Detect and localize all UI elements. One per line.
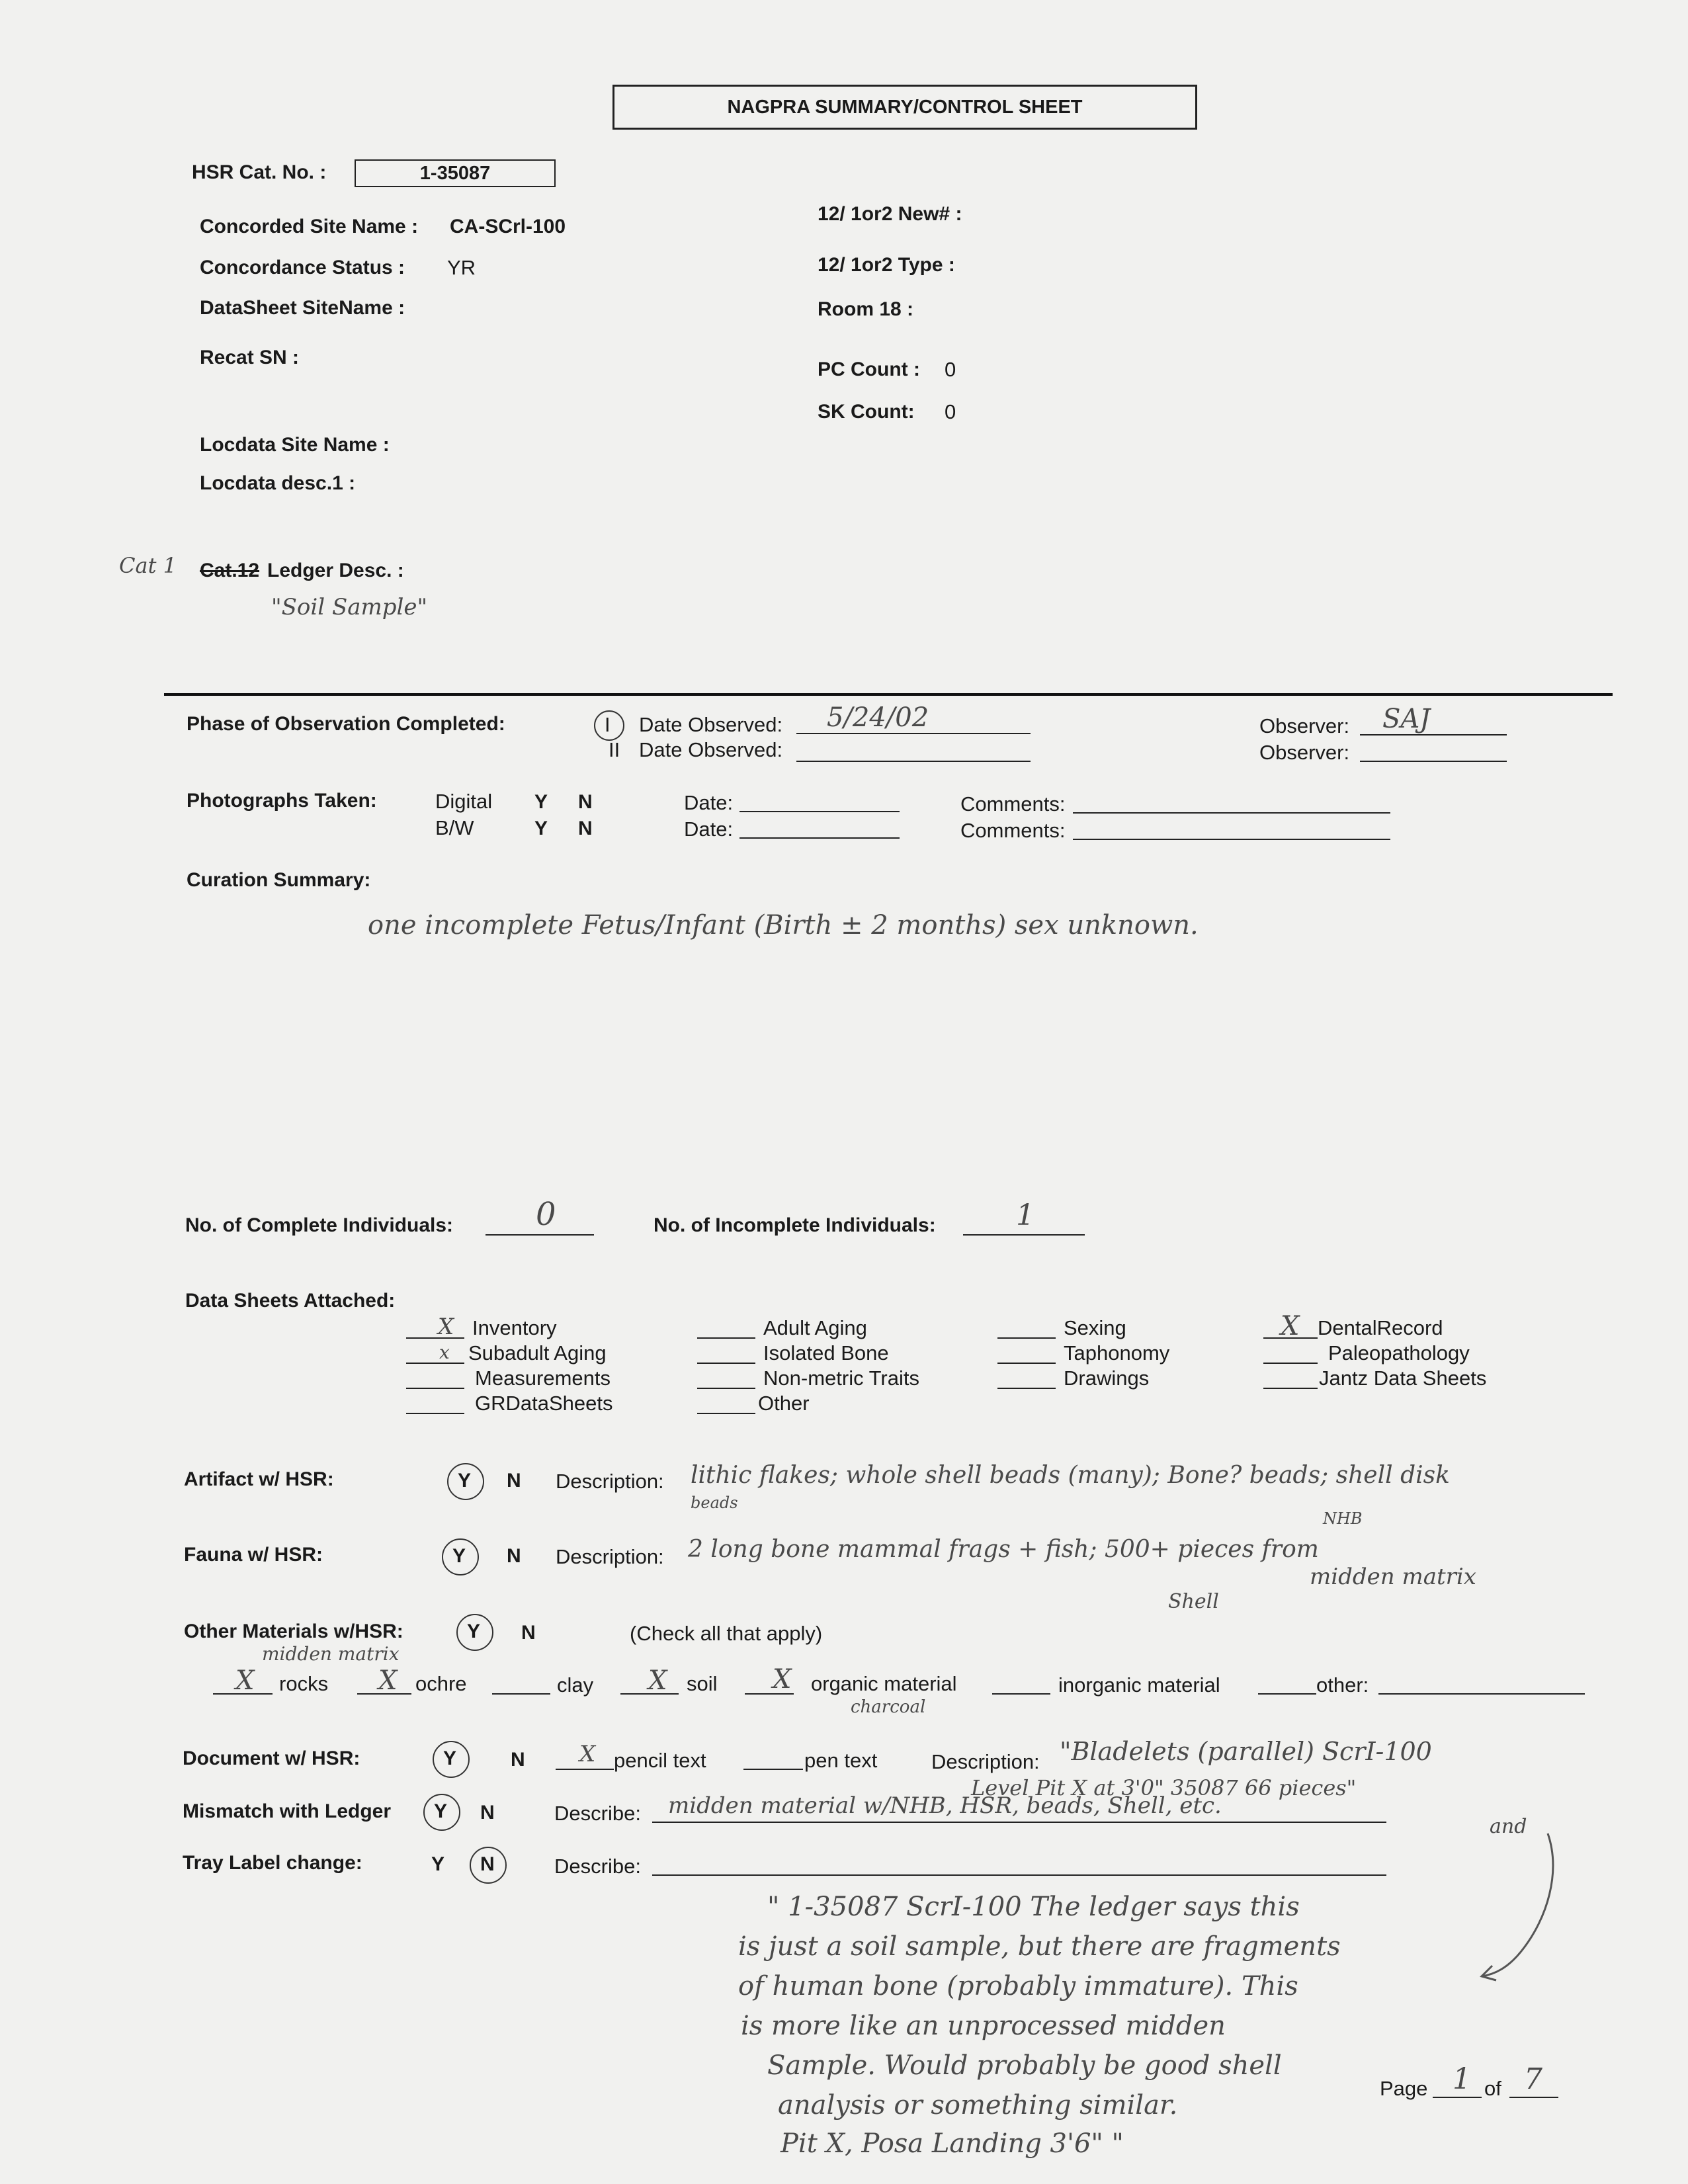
ds-adult-aging: Adult Aging [763,1316,867,1339]
note-line-7: Pit X, Posa Landing 3'6" " [781,2128,1124,2159]
ds-paleopathology: Paleopathology [1328,1341,1470,1365]
ds-mark-inventory: X [438,1314,454,1340]
ledger-hw-value: "Soil Sample" [271,594,428,620]
concorded-site-value: CA-SCrl-100 [450,216,566,237]
mismatch-n: N [480,1802,495,1824]
pc-count-value: 0 [945,358,956,381]
note-line-4: is more like an unprocessed midden [741,2011,1226,2041]
document-n: N [511,1749,525,1771]
pc-count-label: PC Count : [818,358,920,380]
curation-hw: one incomplete Fetus/Infant (Birth ± 2 months) sex unknown. [368,910,1199,941]
concordance-status-value: YR [447,256,476,279]
artifact-y: Y [458,1470,472,1491]
room-label: Room 18 : [818,298,914,320]
page-of-label: of [1484,2077,1501,2100]
incomplete-individuals-hw: 1 [1016,1198,1034,1232]
phase-label: Phase of Observation Completed: [187,713,505,735]
doc-pencil-mark: X [579,1741,596,1767]
fauna-hw-line2: midden matrix [1310,1564,1476,1590]
phase-ii: II [609,738,620,761]
note-line-2: is just a soil sample, but there are fragments [738,1931,1341,1962]
ledger-struck-label: Cat.12 [200,560,260,581]
photo-digital-n: N [578,791,593,813]
om-hw-below: charcoal [851,1697,926,1717]
om-inorganic-material: inorganic material [1058,1673,1220,1697]
ds-sexing: Sexing [1064,1316,1126,1339]
sk-count-label: SK Count: [818,401,915,423]
om-rocks: rocks [279,1672,329,1695]
artifact-label: Artifact w/ HSR: [184,1468,334,1490]
type-label: 12/ 1or2 Type : [818,254,955,276]
other-n: N [521,1622,536,1644]
mismatch-hw-and: and [1490,1815,1527,1838]
doc-desc-label: Description: [931,1750,1040,1773]
hsr-cat-value: 1-35087 [355,159,556,187]
fauna-y: Y [452,1545,466,1567]
ds-other: Other [758,1392,810,1415]
ds-measurements: Measurements [475,1366,611,1390]
artifact-hw: lithic flakes; whole shell beads (many); Bone? beads; shell disk [691,1462,1450,1489]
photo-digital: Digital [435,790,493,813]
note-line-1: " 1-35087 ScrI-100 The ledger says this [767,1892,1300,1922]
curation-label: Curation Summary: [187,869,371,891]
observer-label-1: Observer: [1259,714,1350,737]
ds-mark-dental: X [1281,1311,1300,1341]
photo-bw-y: Y [534,818,548,839]
ds-inventory: Inventory [472,1316,557,1339]
locdata-desc-label: Locdata desc.1 : [200,472,356,494]
ds-subadult-aging: Subadult Aging [468,1341,607,1365]
photo-bw-n: N [578,818,593,839]
document-y: Y [443,1747,457,1769]
ledger-desc-label: Ledger Desc. : [267,560,404,581]
tray-label: Tray Label change: [183,1852,362,1874]
fauna-hw: 2 long bone mammal frags + fish; 500+ pieces from [688,1536,1319,1563]
tray-y: Y [431,1853,445,1875]
photo-digital-y: Y [534,791,548,813]
mismatch-y: Y [434,1800,448,1822]
artifact-n: N [507,1470,521,1491]
om-clay: clay [557,1673,594,1697]
date-observed-label-1: Date Observed: [639,713,783,736]
ds-drawings: Drawings [1064,1366,1150,1390]
photo-bw: B/W [435,816,474,839]
om-mark-rocks: X [235,1665,255,1696]
ds-jantz-data-sheets: Jantz Data Sheets [1319,1366,1487,1390]
fauna-label: Fauna w/ HSR: [184,1544,323,1566]
observer-hw: SAJ [1382,704,1431,734]
concorded-site-label: Concorded Site Name : [200,216,419,237]
other-y: Y [467,1620,481,1642]
concordance-status-label: Concordance Status : [200,257,405,278]
artifact-hw-below: beads [691,1493,738,1512]
photo-comments-label-2: Comments: [960,819,1066,842]
page-label: Page [1380,2077,1428,2100]
fauna-n: N [507,1545,521,1567]
recat-sn-label: Recat SN : [200,347,300,368]
om-other: other: [1316,1673,1369,1697]
mismatch-label: Mismatch with Ledger [183,1800,392,1822]
om-mark-organic: X [773,1664,792,1695]
photographs-label: Photographs Taken: [187,790,377,812]
page-total-line [1509,2097,1558,2098]
note-line-6: analysis or something similar. [778,2090,1178,2121]
doc-hw: "Bladelets (parallel) ScrI-100 [1060,1737,1432,1766]
arrow-curve [1482,1833,1553,1976]
doc-hw-line2: Level Pit X at 3'0" 35087 66 pieces" [971,1775,1357,1800]
fauna-hw-sup: NHB [1323,1509,1363,1528]
ds-dental-record: DentalRecord [1318,1316,1443,1339]
data-sheets-label: Data Sheets Attached: [185,1290,396,1312]
ds-nonmetric-traits: Non-metric Traits [763,1366,919,1390]
other-materials-label: Other Materials w/HSR: [184,1620,403,1642]
tray-n: N [480,1853,495,1875]
note-line-3: of human bone (probably immature). This [738,1971,1298,2001]
doc-pencil-text: pencil text [614,1749,706,1772]
new-num-label: 12/ 1or2 New# : [818,203,962,225]
om-ochre: ochre [415,1672,467,1695]
date-observed-label-2: Date Observed: [639,738,783,761]
photo-date-label-2: Date: [684,818,734,841]
hsr-cat-label: HSR Cat. No. : [192,161,327,183]
complete-individuals-label: No. of Complete Individuals: [185,1214,454,1236]
fauna-hw-shell: Shell [1168,1590,1219,1613]
date-observed-hw: 5/24/02 [827,702,929,733]
om-mark-ochre: X [378,1665,398,1696]
observer-label-2: Observer: [1259,741,1350,764]
ds-mark-subadult: x [439,1341,450,1363]
page-num-hw: 1 [1453,2062,1471,2096]
other-check-note: (Check all that apply) [630,1622,823,1645]
locdata-site-label: Locdata Site Name : [200,434,390,456]
ledger-hw-prefix: Cat 1 [119,553,177,578]
om-mark-soil: X [648,1665,667,1696]
complete-individuals-hw: 0 [536,1196,556,1233]
sk-count-value: 0 [945,400,956,423]
om-soil: soil [687,1672,718,1695]
phase-i: I [605,713,611,736]
photo-comments-label-1: Comments: [960,792,1066,816]
document-label: Document w/ HSR: [183,1747,360,1769]
tray-describe-label: Describe: [554,1855,641,1878]
incomplete-individuals-label: No. of Incomplete Individuals: [654,1214,936,1236]
ds-isolated-bone: Isolated Bone [763,1341,889,1365]
fauna-desc-label: Description: [556,1545,664,1568]
ds-grdatasheets: GRDataSheets [475,1392,613,1415]
photo-date-label-1: Date: [684,791,734,814]
other-hw-above: midden matrix [262,1643,400,1665]
artifact-desc-label: Description: [556,1470,664,1493]
om-organic-material: organic material [811,1672,957,1695]
mismatch-describe-label: Describe: [554,1802,641,1825]
doc-pen-text: pen text [804,1749,878,1772]
ds-taphonomy: Taphonomy [1064,1341,1170,1365]
page-num-line [1433,2097,1482,2098]
datasheet-sitename-label: DataSheet SiteName : [200,297,405,319]
mismatch-hw: midden material w/NHB, HSR, beads, Shell, etc. [668,1792,1222,1819]
form-title: NAGPRA SUMMARY/CONTROL SHEET [612,85,1197,130]
note-line-5: Sample. Would probably be good shell [767,2050,1282,2081]
page-total-hw: 7 [1524,2062,1542,2096]
